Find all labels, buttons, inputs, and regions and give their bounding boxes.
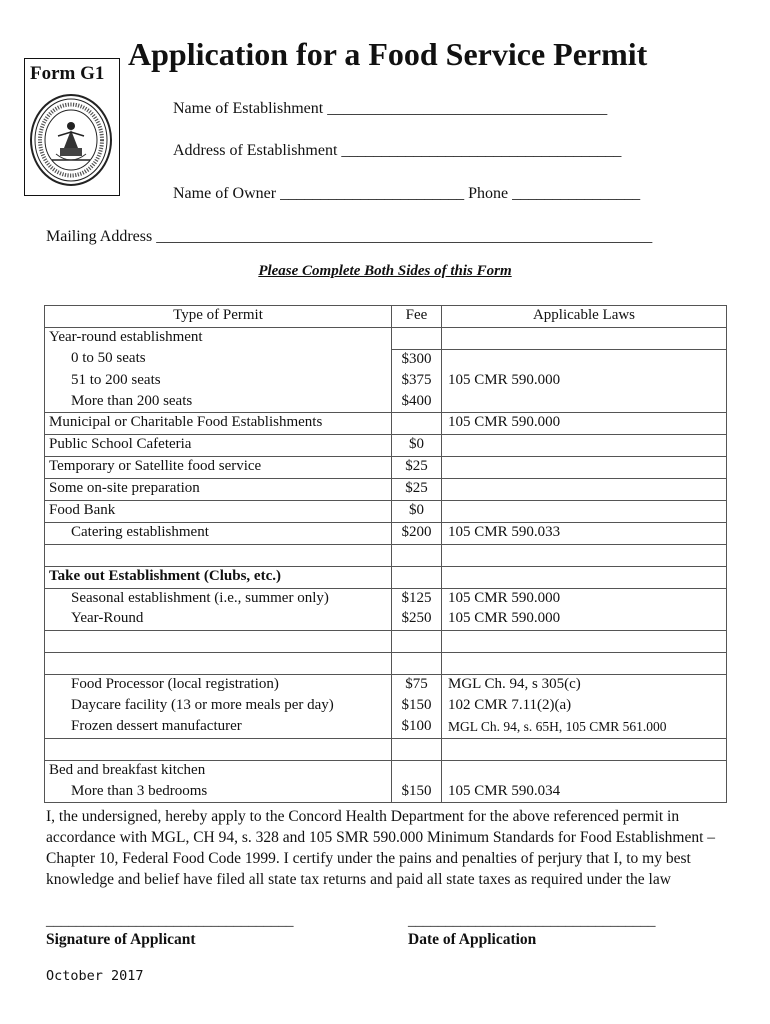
permit-law: 102 CMR 7.11(2)(a) bbox=[442, 696, 727, 717]
date-label: Date of Application bbox=[408, 931, 537, 948]
permit-type[interactable]: More than 200 seats bbox=[45, 392, 392, 413]
establishment-name-field[interactable]: Name of Establishment ___________________________________ bbox=[173, 100, 608, 117]
permit-law bbox=[442, 501, 727, 523]
permit-law bbox=[442, 760, 727, 781]
table-row bbox=[45, 413, 727, 435]
permit-fee: $375 bbox=[392, 371, 442, 392]
permit-fee: $300 bbox=[392, 349, 442, 370]
permit-type[interactable]: More than 3 bedrooms bbox=[45, 782, 392, 803]
permit-fee bbox=[392, 760, 442, 781]
permit-type[interactable]: Frozen dessert manufacturer bbox=[45, 717, 392, 738]
permit-fee bbox=[392, 413, 442, 435]
permit-law bbox=[442, 566, 727, 588]
table-row bbox=[45, 327, 727, 349]
permit-type[interactable]: Food Processor (local registration) bbox=[45, 675, 392, 696]
permit-fee: $100 bbox=[392, 717, 442, 738]
permit-fee: $25 bbox=[392, 479, 442, 501]
permit-fee bbox=[392, 631, 442, 653]
permit-type: Year-round establishment bbox=[45, 327, 392, 349]
owner-name-field[interactable]: Name of Owner _______________________ bbox=[173, 185, 465, 202]
header-type: Type of Permit bbox=[45, 306, 392, 328]
permit-law bbox=[442, 349, 727, 370]
footer-date: October 2017 bbox=[46, 968, 144, 984]
date-line[interactable]: _________________________________ bbox=[408, 913, 656, 929]
table-row bbox=[45, 653, 727, 675]
permit-type bbox=[45, 544, 392, 566]
permit-fee: $75 bbox=[392, 675, 442, 696]
permit-law: 105 CMR 590.033 bbox=[442, 522, 727, 544]
mailing-address-field[interactable]: Mailing Address ______________________________________________________________ bbox=[46, 228, 653, 245]
table-row bbox=[45, 588, 727, 609]
permit-type[interactable]: Some on-site preparation bbox=[45, 479, 392, 501]
permit-fee bbox=[392, 327, 442, 349]
table-row bbox=[45, 392, 727, 413]
table-row bbox=[45, 609, 727, 630]
permit-type[interactable]: Public School Cafeteria bbox=[45, 435, 392, 457]
permit-fee: $200 bbox=[392, 522, 442, 544]
permit-law bbox=[442, 544, 727, 566]
page-title: Application for a Food Service Permit bbox=[128, 36, 648, 72]
permit-law bbox=[442, 435, 727, 457]
permit-type: Bed and breakfast kitchen bbox=[45, 760, 392, 781]
permit-law: 105 CMR 590.000 bbox=[442, 588, 727, 609]
phone-field[interactable]: Phone ________________ bbox=[464, 185, 641, 202]
table-row bbox=[45, 738, 727, 760]
permit-type[interactable]: Temporary or Satellite food service bbox=[45, 457, 392, 479]
permit-fee: $25 bbox=[392, 457, 442, 479]
table-row bbox=[45, 435, 727, 457]
permit-fee: $400 bbox=[392, 392, 442, 413]
permit-law bbox=[442, 738, 727, 760]
permit-fee: $150 bbox=[392, 696, 442, 717]
permit-type[interactable]: 51 to 200 seats bbox=[45, 371, 392, 392]
table-row bbox=[45, 675, 727, 696]
permit-law: 105 CMR 590.000 bbox=[442, 609, 727, 630]
permit-type[interactable]: 0 to 50 seats bbox=[45, 349, 392, 370]
table-row bbox=[45, 717, 727, 738]
permit-fee bbox=[392, 738, 442, 760]
permit-law: 105 CMR 590.000 bbox=[442, 371, 727, 392]
table-row bbox=[45, 501, 727, 523]
permit-type[interactable]: Seasonal establishment (i.e., summer only) bbox=[45, 588, 392, 609]
permit-fee: $0 bbox=[392, 501, 442, 523]
permit-law bbox=[442, 631, 727, 653]
permit-law bbox=[442, 392, 727, 413]
signature-line[interactable]: _________________________________ bbox=[46, 913, 294, 929]
table-row bbox=[45, 371, 727, 392]
table-row bbox=[45, 479, 727, 501]
table-row bbox=[45, 544, 727, 566]
permit-fee bbox=[392, 653, 442, 675]
town-seal-icon bbox=[28, 92, 114, 188]
permit-law: 105 CMR 590.034 bbox=[442, 782, 727, 803]
permit-type bbox=[45, 738, 392, 760]
permit-fee: $150 bbox=[392, 782, 442, 803]
table-row bbox=[45, 631, 727, 653]
permit-type bbox=[45, 631, 392, 653]
permit-fee-table bbox=[44, 305, 727, 803]
permit-fee: $125 bbox=[392, 588, 442, 609]
permit-law: 105 CMR 590.000 bbox=[442, 413, 727, 435]
table-row bbox=[45, 760, 727, 781]
permit-fee: $0 bbox=[392, 435, 442, 457]
permit-law bbox=[442, 653, 727, 675]
table-row bbox=[45, 782, 727, 803]
permit-type[interactable]: Catering establishment bbox=[45, 522, 392, 544]
permit-law bbox=[442, 479, 727, 501]
permit-fee: $250 bbox=[392, 609, 442, 630]
permit-type bbox=[45, 653, 392, 675]
table-row bbox=[45, 457, 727, 479]
permit-type[interactable]: Daycare facility (13 or more meals per day) bbox=[45, 696, 392, 717]
complete-both-sides-notice: Please Complete Both Sides of this Form bbox=[258, 263, 512, 279]
permit-fee bbox=[392, 544, 442, 566]
table-row bbox=[45, 566, 727, 588]
permit-type: Take out Establishment (Clubs, etc.) bbox=[45, 566, 392, 588]
owner-phone-row bbox=[173, 185, 640, 203]
signature-label: Signature of Applicant bbox=[46, 931, 196, 948]
table-row bbox=[45, 349, 727, 370]
permit-law bbox=[442, 457, 727, 479]
permit-type[interactable]: Food Bank bbox=[45, 501, 392, 523]
permit-law: MGL Ch. 94, s 305(c) bbox=[442, 675, 727, 696]
certification-statement: I, the undersigned, hereby apply to the Concord Health Department for the above referenced permit in accordance with MGL, CH 94, s. 328 and 105 SMR 590.000 Minimum Standards for Food Establishment – Chapter 10, Federal Food Code 1999. I certify under the pains and penalties of perjury that I, to my best knowledge and belief have filed all state tax returns and paid all state taxes as required under the law bbox=[46, 808, 716, 888]
establishment-address-field[interactable]: Address of Establishment ___________________________________ bbox=[173, 142, 622, 159]
header-laws: Applicable Laws bbox=[442, 306, 727, 328]
table-header-row bbox=[45, 306, 727, 328]
permit-type[interactable]: Year-Round bbox=[45, 609, 392, 630]
permit-type[interactable]: Municipal or Charitable Food Establishments bbox=[45, 413, 392, 435]
permit-law: MGL Ch. 94, s. 65H, 105 CMR 561.000 bbox=[442, 717, 727, 738]
permit-law bbox=[442, 327, 727, 349]
permit-fee bbox=[392, 566, 442, 588]
form-label: Form G1 bbox=[30, 63, 105, 84]
table-row bbox=[45, 696, 727, 717]
header-fee: Fee bbox=[392, 306, 442, 328]
table-row bbox=[45, 522, 727, 544]
